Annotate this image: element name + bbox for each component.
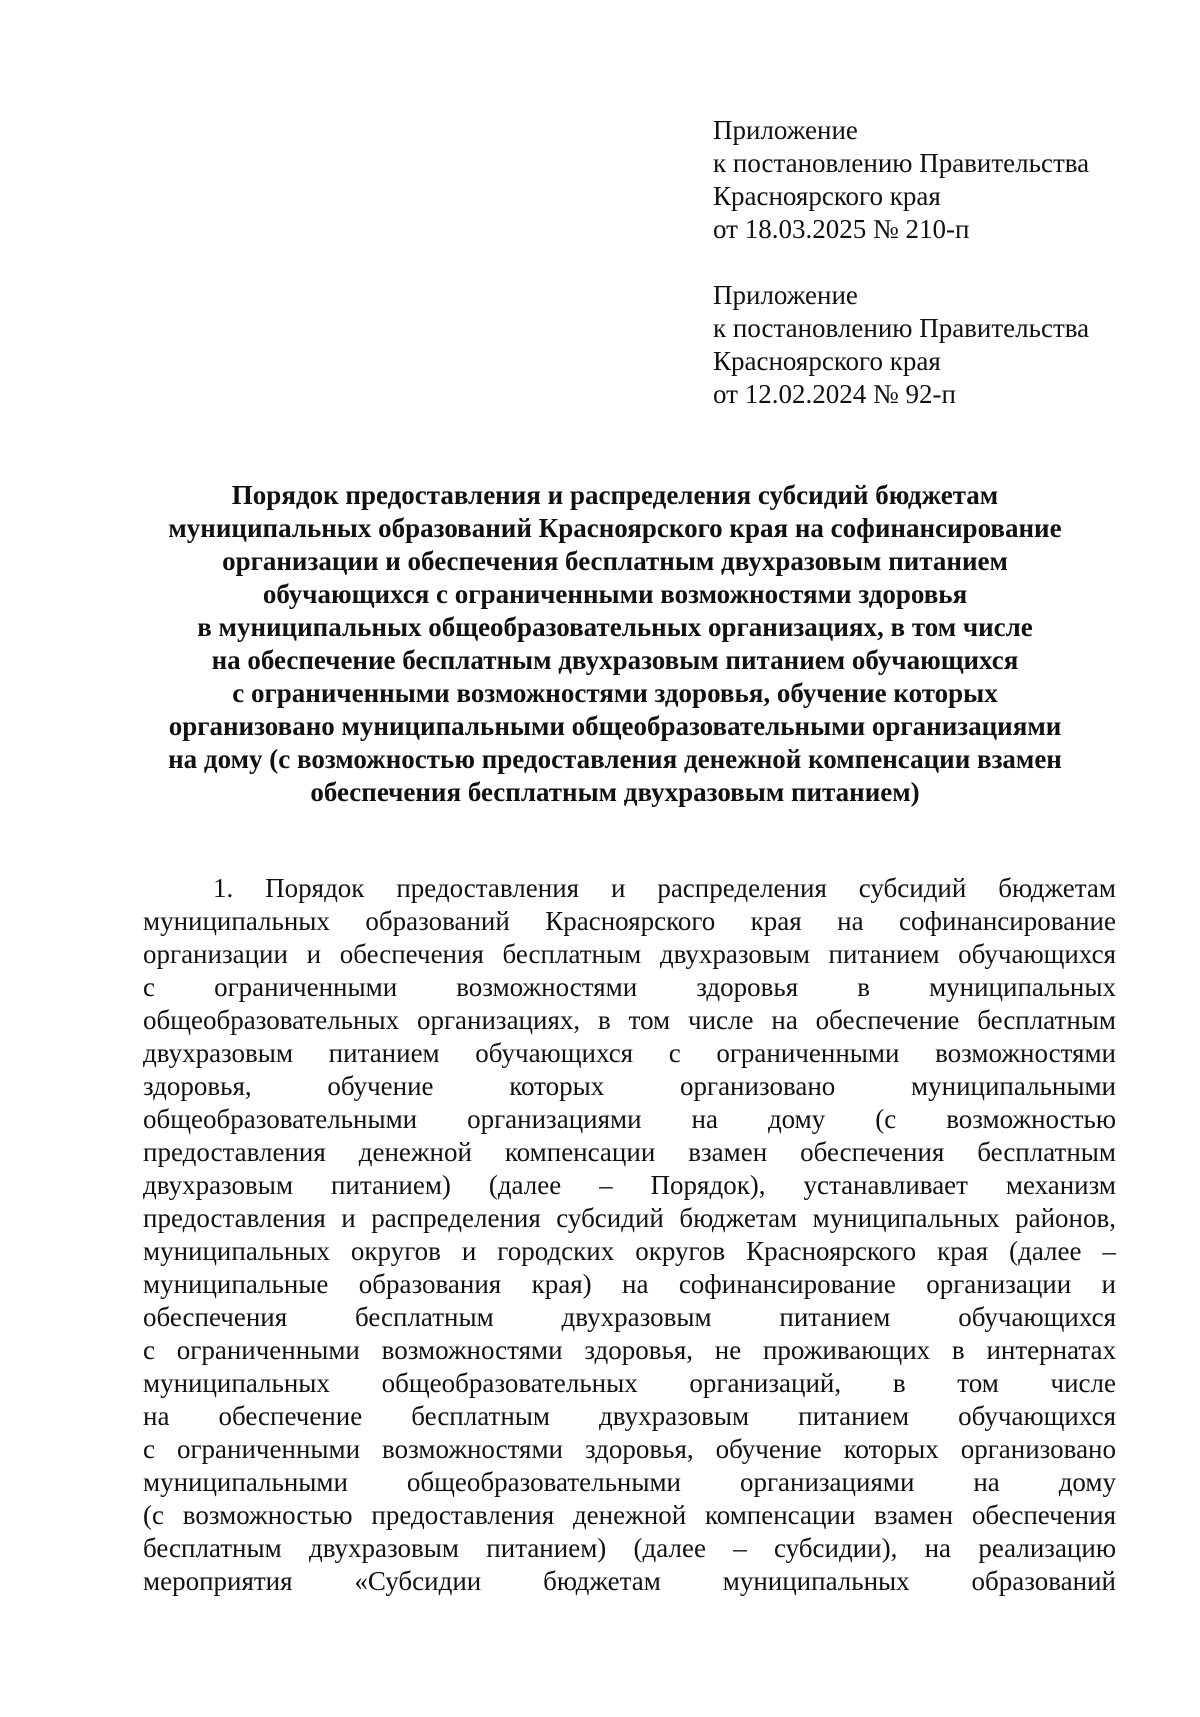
paragraph-1 (143, 872, 1116, 1598)
body-line: двухразовым питанием обучающихся с ограниченными возможностями (143, 1038, 1116, 1068)
title-line: организовано муниципальными общеобразовательными организациями (168, 711, 1062, 741)
title-line: муниципальных образований Красноярского края на софинансирование (168, 513, 1062, 543)
body-line: муниципальные образования края) на софинансирование организации и (143, 1269, 1116, 1299)
body-line: муниципальных общеобразовательных организаций, в том числе (143, 1368, 1116, 1398)
body-line: с ограниченными возможностями здоровья в муниципальных (143, 972, 1116, 1002)
body-line: муниципальных округов и городских округов Красноярского края (далее – (143, 1236, 1116, 1266)
title-line: Порядок предоставления и распределения субсидий бюджетам (231, 480, 999, 510)
body-line: здоровья, обучение которых организовано муниципальными (143, 1071, 1116, 1101)
body-line: общеобразовательными организациями на дому (с возможностью (143, 1104, 1116, 1134)
body-line: (с возможностью предоставления денежной компенсации взамен обеспечения (143, 1500, 1116, 1530)
appendix-reference: к постановлению Правительства (713, 313, 1090, 343)
body-line: предоставления денежной компенсации взамен обеспечения бесплатным (143, 1137, 1116, 1167)
body-line: с ограниченными возможностями здоровья, обучение которых организовано (143, 1434, 1116, 1464)
appendix-reference: к постановлению Правительства (713, 148, 1090, 178)
title-line: обучающихся с ограниченными возможностями здоровья (262, 579, 968, 609)
title-line: в муниципальных общеобразовательных организациях, в том числе (197, 612, 1033, 642)
appendix-block-original (713, 279, 1089, 411)
title-line: с ограниченными возможностями здоровья, обучение которых (232, 678, 998, 708)
appendix-date-number: от 12.02.2024 № 92-п (713, 379, 956, 409)
appendix-region: Красноярского края (713, 181, 941, 211)
body-line: на обеспечение бесплатным двухразовым питанием обучающихся (143, 1401, 1116, 1431)
body-line: общеобразовательных организациях, в том числе на обеспечение бесплатным (143, 1005, 1116, 1035)
title-line: на дому (с возможностью предоставления денежной компенсации взамен (168, 744, 1062, 774)
appendix-date-number: от 18.03.2025 № 210-п (713, 214, 970, 244)
body-line: предоставления и распределения субсидий бюджетам муниципальных районов, (143, 1203, 1116, 1233)
body-line: муниципальных образований Красноярского края на софинансирование (143, 906, 1116, 936)
body-line: двухразовым питанием) (далее – Порядок), устанавливает механизм (143, 1170, 1116, 1200)
body-line: 1. Порядок предоставления и распределения субсидий бюджетам (213, 873, 1116, 903)
title-line: организации и обеспечения бесплатным двухразовым питанием (222, 546, 1008, 576)
appendix-label: Приложение (713, 115, 858, 145)
body-line: мероприятия «Субсидии бюджетам муниципальных образований (143, 1566, 1116, 1596)
document-title (130, 479, 1100, 809)
body-line: обеспечения бесплатным двухразовым питанием обучающихся (143, 1302, 1116, 1332)
title-line: на обеспечение бесплатным двухразовым питанием обучающихся (211, 645, 1019, 675)
appendix-block-current (713, 114, 1089, 246)
title-line: обеспечения бесплатным двухразовым питанием) (310, 777, 920, 807)
body-line: бесплатным двухразовым питанием) (далее – субсидии), на реализацию (143, 1533, 1116, 1563)
body-line: организации и обеспечения бесплатным двухразовым питанием обучающихся (143, 939, 1116, 969)
appendix-label: Приложение (713, 280, 858, 310)
appendix-region: Красноярского края (713, 346, 941, 376)
body-line: муниципальными общеобразовательными организациями на дому (143, 1467, 1116, 1497)
body-line: с ограниченными возможностями здоровья, не проживающих в интернатах (143, 1335, 1116, 1365)
